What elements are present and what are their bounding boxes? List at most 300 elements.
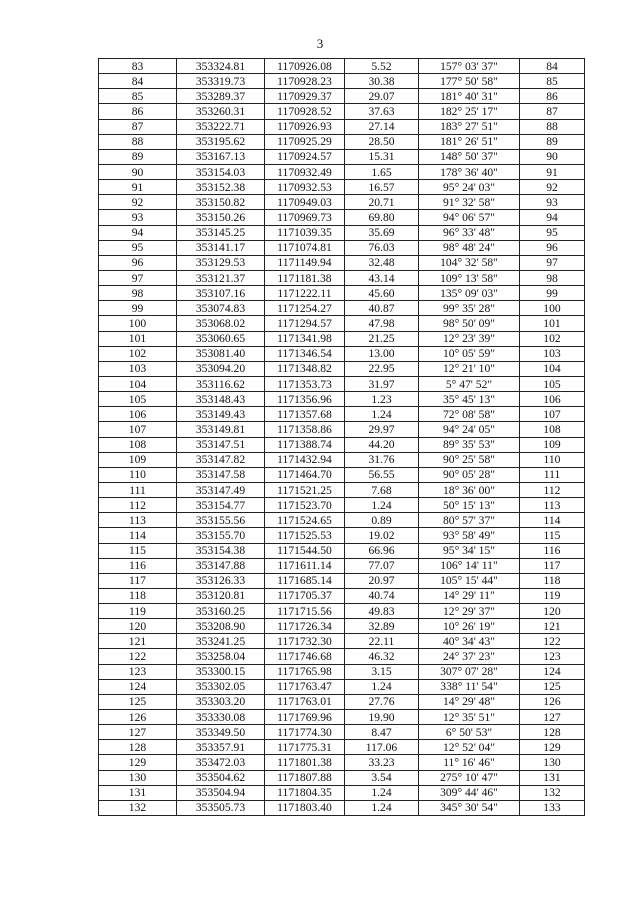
y-coordinate-cell: 1171356.96	[265, 392, 345, 407]
point-number-cell: 105	[99, 392, 177, 407]
distance-cell: 43.14	[345, 270, 419, 285]
next-point-cell: 127	[520, 710, 585, 725]
distance-cell: 0.89	[345, 513, 419, 528]
x-coordinate-cell: 353150.26	[177, 210, 265, 225]
x-coordinate-cell: 353152.38	[177, 180, 265, 195]
next-point-cell: 88	[520, 119, 585, 134]
table-row	[99, 316, 585, 331]
x-coordinate-cell: 353107.16	[177, 286, 265, 301]
distance-cell: 29.97	[345, 422, 419, 437]
x-coordinate-cell: 353504.62	[177, 770, 265, 785]
x-coordinate-cell: 353155.56	[177, 513, 265, 528]
next-point-cell: 133	[520, 800, 585, 815]
next-point-cell: 107	[520, 407, 585, 422]
point-number-cell: 121	[99, 634, 177, 649]
bearing-cell: 12° 21' 10"	[419, 361, 520, 376]
y-coordinate-cell: 1171521.25	[265, 482, 345, 497]
distance-cell: 1.65	[345, 164, 419, 179]
bearing-cell: 106° 14' 11"	[419, 558, 520, 573]
y-coordinate-cell: 1171611.14	[265, 558, 345, 573]
point-number-cell: 108	[99, 437, 177, 452]
table-row	[99, 528, 585, 543]
bearing-cell: 135° 09' 03"	[419, 286, 520, 301]
distance-cell: 1.24	[345, 800, 419, 815]
table-row	[99, 649, 585, 664]
distance-cell: 33.23	[345, 755, 419, 770]
bearing-cell: 50° 15' 13"	[419, 498, 520, 513]
x-coordinate-cell: 353154.38	[177, 543, 265, 558]
y-coordinate-cell: 1171763.01	[265, 694, 345, 709]
next-point-cell: 97	[520, 255, 585, 270]
x-coordinate-cell: 353081.40	[177, 346, 265, 361]
bearing-cell: 6° 50' 53"	[419, 725, 520, 740]
table-row	[99, 210, 585, 225]
bearing-cell: 12° 52' 04"	[419, 740, 520, 755]
distance-cell: 15.31	[345, 149, 419, 164]
bearing-cell: 98° 50' 09"	[419, 316, 520, 331]
next-point-cell: 94	[520, 210, 585, 225]
y-coordinate-cell: 1171775.31	[265, 740, 345, 755]
distance-cell: 37.63	[345, 104, 419, 119]
table-row	[99, 785, 585, 800]
table-row	[99, 286, 585, 301]
table-row	[99, 89, 585, 104]
point-number-cell: 103	[99, 361, 177, 376]
distance-cell: 44.20	[345, 437, 419, 452]
x-coordinate-cell: 353300.15	[177, 664, 265, 679]
distance-cell: 32.48	[345, 255, 419, 270]
next-point-cell: 86	[520, 89, 585, 104]
point-number-cell: 84	[99, 74, 177, 89]
x-coordinate-cell: 353303.20	[177, 694, 265, 709]
distance-cell: 1.23	[345, 392, 419, 407]
distance-cell: 22.95	[345, 361, 419, 376]
x-coordinate-cell: 353068.02	[177, 316, 265, 331]
distance-cell: 49.83	[345, 604, 419, 619]
point-number-cell: 85	[99, 89, 177, 104]
point-number-cell: 120	[99, 619, 177, 634]
y-coordinate-cell: 1171181.38	[265, 270, 345, 285]
table-row	[99, 740, 585, 755]
distance-cell: 13.00	[345, 346, 419, 361]
x-coordinate-cell: 353149.81	[177, 422, 265, 437]
distance-cell: 19.02	[345, 528, 419, 543]
bearing-cell: 89° 35' 53"	[419, 437, 520, 452]
next-point-cell: 114	[520, 513, 585, 528]
point-number-cell: 104	[99, 376, 177, 391]
point-number-cell: 95	[99, 240, 177, 255]
y-coordinate-cell: 1171769.96	[265, 710, 345, 725]
x-coordinate-cell: 353129.53	[177, 255, 265, 270]
bearing-cell: 183° 27' 51"	[419, 119, 520, 134]
next-point-cell: 90	[520, 149, 585, 164]
y-coordinate-cell: 1170928.23	[265, 74, 345, 89]
table-row	[99, 119, 585, 134]
y-coordinate-cell: 1171803.40	[265, 800, 345, 815]
point-number-cell: 132	[99, 800, 177, 815]
bearing-cell: 18° 36' 00"	[419, 482, 520, 497]
table-row	[99, 634, 585, 649]
next-point-cell: 100	[520, 301, 585, 316]
distance-cell: 56.55	[345, 467, 419, 482]
distance-cell: 8.47	[345, 725, 419, 740]
y-coordinate-cell: 1171353.73	[265, 376, 345, 391]
x-coordinate-cell: 353160.25	[177, 604, 265, 619]
table-row	[99, 149, 585, 164]
next-point-cell: 128	[520, 725, 585, 740]
bearing-cell: 98° 48' 24"	[419, 240, 520, 255]
coordinates-table-body	[99, 59, 585, 816]
point-number-cell: 106	[99, 407, 177, 422]
point-number-cell: 125	[99, 694, 177, 709]
y-coordinate-cell: 1171348.82	[265, 361, 345, 376]
point-number-cell: 124	[99, 679, 177, 694]
point-number-cell: 118	[99, 588, 177, 603]
table-row	[99, 225, 585, 240]
x-coordinate-cell: 353167.13	[177, 149, 265, 164]
table-row	[99, 437, 585, 452]
bearing-cell: 178° 36' 40"	[419, 164, 520, 179]
next-point-cell: 121	[520, 619, 585, 634]
next-point-cell: 124	[520, 664, 585, 679]
next-point-cell: 123	[520, 649, 585, 664]
distance-cell: 47.98	[345, 316, 419, 331]
point-number-cell: 123	[99, 664, 177, 679]
x-coordinate-cell: 353472.03	[177, 755, 265, 770]
bearing-cell: 90° 05' 28"	[419, 467, 520, 482]
next-point-cell: 130	[520, 755, 585, 770]
next-point-cell: 89	[520, 134, 585, 149]
point-number-cell: 109	[99, 452, 177, 467]
next-point-cell: 119	[520, 588, 585, 603]
table-row	[99, 331, 585, 346]
x-coordinate-cell: 353074.83	[177, 301, 265, 316]
y-coordinate-cell: 1171715.56	[265, 604, 345, 619]
distance-cell: 3.15	[345, 664, 419, 679]
table-row	[99, 104, 585, 119]
next-point-cell: 111	[520, 467, 585, 482]
bearing-cell: 275° 10' 47"	[419, 770, 520, 785]
point-number-cell: 128	[99, 740, 177, 755]
bearing-cell: 12° 35' 51"	[419, 710, 520, 725]
table-row	[99, 74, 585, 89]
next-point-cell: 96	[520, 240, 585, 255]
x-coordinate-cell: 353258.04	[177, 649, 265, 664]
x-coordinate-cell: 353504.94	[177, 785, 265, 800]
x-coordinate-cell: 353208.90	[177, 619, 265, 634]
table-row	[99, 800, 585, 815]
next-point-cell: 104	[520, 361, 585, 376]
y-coordinate-cell: 1170928.52	[265, 104, 345, 119]
bearing-cell: 24° 37' 23"	[419, 649, 520, 664]
bearing-cell: 177° 50' 58"	[419, 74, 520, 89]
distance-cell: 5.52	[345, 59, 419, 74]
bearing-cell: 309° 44' 46"	[419, 785, 520, 800]
bearing-cell: 12° 23' 39"	[419, 331, 520, 346]
x-coordinate-cell: 353319.73	[177, 74, 265, 89]
y-coordinate-cell: 1170969.73	[265, 210, 345, 225]
point-number-cell: 102	[99, 346, 177, 361]
next-point-cell: 93	[520, 195, 585, 210]
bearing-cell: 345° 30' 54"	[419, 800, 520, 815]
table-row	[99, 513, 585, 528]
y-coordinate-cell: 1171341.98	[265, 331, 345, 346]
y-coordinate-cell: 1171525.53	[265, 528, 345, 543]
x-coordinate-cell: 353147.82	[177, 452, 265, 467]
next-point-cell: 108	[520, 422, 585, 437]
distance-cell: 32.89	[345, 619, 419, 634]
x-coordinate-cell: 353147.51	[177, 437, 265, 452]
bearing-cell: 40° 34' 43"	[419, 634, 520, 649]
bearing-cell: 90° 25' 58"	[419, 452, 520, 467]
distance-cell: 16.57	[345, 180, 419, 195]
coordinates-table	[98, 58, 585, 816]
table-row	[99, 482, 585, 497]
point-number-cell: 90	[99, 164, 177, 179]
x-coordinate-cell: 353505.73	[177, 800, 265, 815]
point-number-cell: 127	[99, 725, 177, 740]
bearing-cell: 95° 34' 15"	[419, 543, 520, 558]
x-coordinate-cell: 353349.50	[177, 725, 265, 740]
table-row	[99, 164, 585, 179]
table-row	[99, 270, 585, 285]
x-coordinate-cell: 353357.91	[177, 740, 265, 755]
y-coordinate-cell: 1171357.68	[265, 407, 345, 422]
next-point-cell: 120	[520, 604, 585, 619]
x-coordinate-cell: 353147.88	[177, 558, 265, 573]
next-point-cell: 113	[520, 498, 585, 513]
point-number-cell: 110	[99, 467, 177, 482]
x-coordinate-cell: 353195.62	[177, 134, 265, 149]
y-coordinate-cell: 1171074.81	[265, 240, 345, 255]
y-coordinate-cell: 1170932.53	[265, 180, 345, 195]
x-coordinate-cell: 353302.05	[177, 679, 265, 694]
y-coordinate-cell: 1170925.29	[265, 134, 345, 149]
distance-cell: 27.14	[345, 119, 419, 134]
y-coordinate-cell: 1171746.68	[265, 649, 345, 664]
next-point-cell: 98	[520, 270, 585, 285]
table-row	[99, 376, 585, 391]
next-point-cell: 115	[520, 528, 585, 543]
y-coordinate-cell: 1171039.35	[265, 225, 345, 240]
x-coordinate-cell: 353154.03	[177, 164, 265, 179]
point-number-cell: 111	[99, 482, 177, 497]
y-coordinate-cell: 1171149.94	[265, 255, 345, 270]
y-coordinate-cell: 1170949.03	[265, 195, 345, 210]
bearing-cell: 91° 32' 58"	[419, 195, 520, 210]
table-row	[99, 240, 585, 255]
bearing-cell: 80° 57' 37"	[419, 513, 520, 528]
table-row	[99, 710, 585, 725]
distance-cell: 22.11	[345, 634, 419, 649]
distance-cell: 7.68	[345, 482, 419, 497]
point-number-cell: 131	[99, 785, 177, 800]
table-row	[99, 346, 585, 361]
point-number-cell: 91	[99, 180, 177, 195]
next-point-cell: 131	[520, 770, 585, 785]
table-row	[99, 301, 585, 316]
table-row	[99, 558, 585, 573]
next-point-cell: 87	[520, 104, 585, 119]
bearing-cell: 105° 15' 44"	[419, 573, 520, 588]
point-number-cell: 119	[99, 604, 177, 619]
x-coordinate-cell: 353121.37	[177, 270, 265, 285]
next-point-cell: 117	[520, 558, 585, 573]
table-row	[99, 255, 585, 270]
bearing-cell: 94° 24' 05"	[419, 422, 520, 437]
y-coordinate-cell: 1171523.70	[265, 498, 345, 513]
distance-cell: 35.69	[345, 225, 419, 240]
y-coordinate-cell: 1171544.50	[265, 543, 345, 558]
table-row	[99, 573, 585, 588]
x-coordinate-cell: 353126.33	[177, 573, 265, 588]
y-coordinate-cell: 1171705.37	[265, 588, 345, 603]
bearing-cell: 157° 03' 37"	[419, 59, 520, 74]
distance-cell: 31.76	[345, 452, 419, 467]
next-point-cell: 109	[520, 437, 585, 452]
point-number-cell: 129	[99, 755, 177, 770]
x-coordinate-cell: 353094.20	[177, 361, 265, 376]
x-coordinate-cell: 353147.58	[177, 467, 265, 482]
y-coordinate-cell: 1171388.74	[265, 437, 345, 452]
y-coordinate-cell: 1171294.57	[265, 316, 345, 331]
y-coordinate-cell: 1170924.57	[265, 149, 345, 164]
bearing-cell: 14° 29' 48"	[419, 694, 520, 709]
table-row	[99, 619, 585, 634]
table-row	[99, 195, 585, 210]
distance-cell: 31.97	[345, 376, 419, 391]
next-point-cell: 112	[520, 482, 585, 497]
y-coordinate-cell: 1171222.11	[265, 286, 345, 301]
x-coordinate-cell: 353141.17	[177, 240, 265, 255]
y-coordinate-cell: 1171765.98	[265, 664, 345, 679]
distance-cell: 1.24	[345, 785, 419, 800]
y-coordinate-cell: 1170926.93	[265, 119, 345, 134]
bearing-cell: 93° 58' 49"	[419, 528, 520, 543]
table-row	[99, 467, 585, 482]
y-coordinate-cell: 1171346.54	[265, 346, 345, 361]
distance-cell: 40.74	[345, 588, 419, 603]
y-coordinate-cell: 1170929.37	[265, 89, 345, 104]
next-point-cell: 129	[520, 740, 585, 755]
next-point-cell: 126	[520, 694, 585, 709]
table-row	[99, 604, 585, 619]
table-row	[99, 422, 585, 437]
table-row	[99, 543, 585, 558]
x-coordinate-cell: 353222.71	[177, 119, 265, 134]
table-row	[99, 392, 585, 407]
y-coordinate-cell: 1171685.14	[265, 573, 345, 588]
table-row	[99, 59, 585, 74]
distance-cell: 77.07	[345, 558, 419, 573]
x-coordinate-cell: 353145.25	[177, 225, 265, 240]
bearing-cell: 99° 35' 28"	[419, 301, 520, 316]
bearing-cell: 5° 47' 52"	[419, 376, 520, 391]
point-number-cell: 86	[99, 104, 177, 119]
bearing-cell: 11° 16' 46"	[419, 755, 520, 770]
point-number-cell: 98	[99, 286, 177, 301]
y-coordinate-cell: 1171524.65	[265, 513, 345, 528]
point-number-cell: 113	[99, 513, 177, 528]
bearing-cell: 14° 29' 11"	[419, 588, 520, 603]
table-row	[99, 725, 585, 740]
point-number-cell: 100	[99, 316, 177, 331]
next-point-cell: 116	[520, 543, 585, 558]
table-row	[99, 679, 585, 694]
distance-cell: 69.80	[345, 210, 419, 225]
y-coordinate-cell: 1171807.88	[265, 770, 345, 785]
point-number-cell: 130	[99, 770, 177, 785]
distance-cell: 1.24	[345, 407, 419, 422]
next-point-cell: 84	[520, 59, 585, 74]
y-coordinate-cell: 1171432.94	[265, 452, 345, 467]
bearing-cell: 12° 29' 37"	[419, 604, 520, 619]
bearing-cell: 181° 40' 31"	[419, 89, 520, 104]
distance-cell: 30.38	[345, 74, 419, 89]
point-number-cell: 88	[99, 134, 177, 149]
distance-cell: 1.24	[345, 498, 419, 513]
table-row	[99, 407, 585, 422]
next-point-cell: 122	[520, 634, 585, 649]
next-point-cell: 102	[520, 331, 585, 346]
y-coordinate-cell: 1171774.30	[265, 725, 345, 740]
point-number-cell: 89	[99, 149, 177, 164]
point-number-cell: 126	[99, 710, 177, 725]
table-row	[99, 755, 585, 770]
next-point-cell: 125	[520, 679, 585, 694]
x-coordinate-cell: 353154.77	[177, 498, 265, 513]
distance-cell: 21.25	[345, 331, 419, 346]
distance-cell: 3.54	[345, 770, 419, 785]
distance-cell: 28.50	[345, 134, 419, 149]
bearing-cell: 10° 05' 59"	[419, 346, 520, 361]
distance-cell: 20.71	[345, 195, 419, 210]
point-number-cell: 117	[99, 573, 177, 588]
x-coordinate-cell: 353116.62	[177, 376, 265, 391]
point-number-cell: 83	[99, 59, 177, 74]
table-row	[99, 361, 585, 376]
y-coordinate-cell: 1170926.08	[265, 59, 345, 74]
next-point-cell: 99	[520, 286, 585, 301]
bearing-cell: 96° 33' 48"	[419, 225, 520, 240]
next-point-cell: 132	[520, 785, 585, 800]
x-coordinate-cell: 353241.25	[177, 634, 265, 649]
table-row	[99, 770, 585, 785]
bearing-cell: 148° 50' 37"	[419, 149, 520, 164]
distance-cell: 46.32	[345, 649, 419, 664]
distance-cell: 20.97	[345, 573, 419, 588]
next-point-cell: 101	[520, 316, 585, 331]
y-coordinate-cell: 1171464.70	[265, 467, 345, 482]
point-number-cell: 115	[99, 543, 177, 558]
x-coordinate-cell: 353147.49	[177, 482, 265, 497]
bearing-cell: 104° 32' 58"	[419, 255, 520, 270]
point-number-cell: 116	[99, 558, 177, 573]
distance-cell: 19.90	[345, 710, 419, 725]
distance-cell: 66.96	[345, 543, 419, 558]
next-point-cell: 103	[520, 346, 585, 361]
x-coordinate-cell: 353289.37	[177, 89, 265, 104]
bearing-cell: 182° 25' 17"	[419, 104, 520, 119]
bearing-cell: 307° 07' 28"	[419, 664, 520, 679]
distance-cell: 1.24	[345, 679, 419, 694]
page-number: 3	[316, 36, 324, 51]
distance-cell: 40.87	[345, 301, 419, 316]
table-row	[99, 664, 585, 679]
point-number-cell: 107	[99, 422, 177, 437]
point-number-cell: 96	[99, 255, 177, 270]
x-coordinate-cell: 353060.65	[177, 331, 265, 346]
